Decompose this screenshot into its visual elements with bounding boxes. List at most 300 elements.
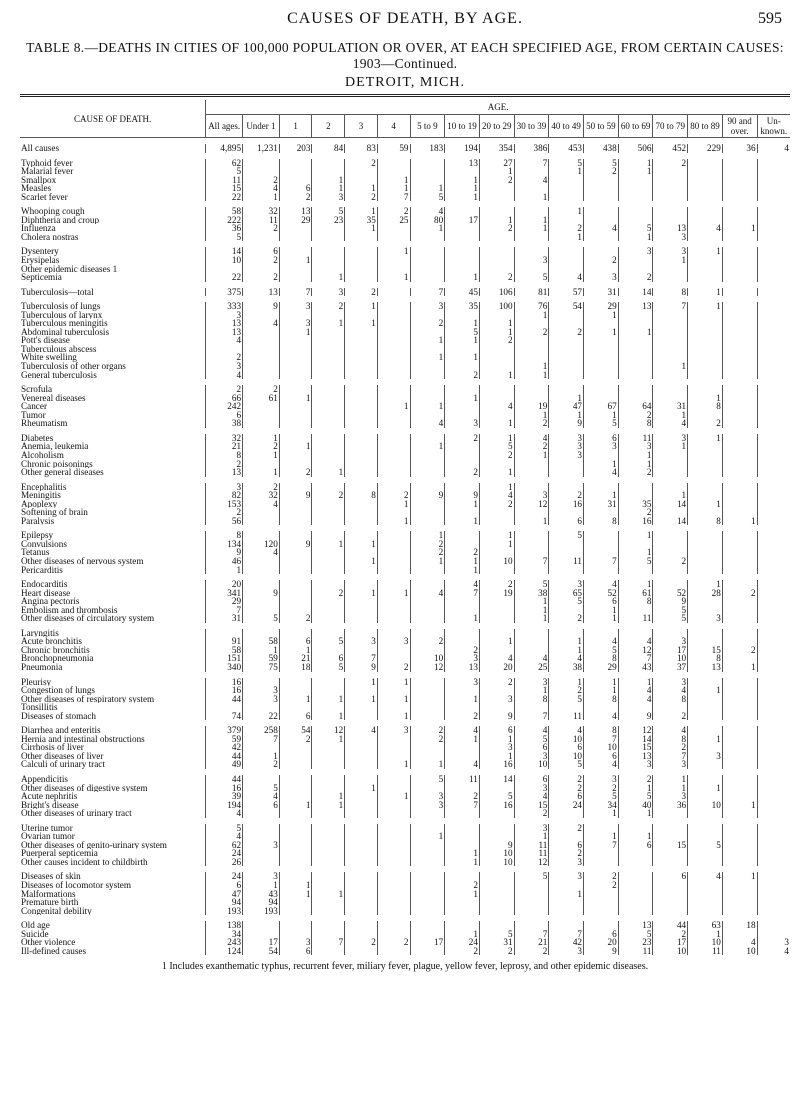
- count-cell: 38: [206, 419, 243, 428]
- count-cell: 31: [206, 614, 243, 623]
- count-cell: [410, 362, 445, 371]
- count-cell: [410, 824, 445, 833]
- count-cell: [312, 402, 345, 411]
- count-cell: [757, 451, 790, 460]
- count-cell: 2: [445, 712, 480, 721]
- count-cell: [243, 743, 280, 752]
- count-cell: 5: [410, 193, 445, 202]
- count-cell: 3: [653, 233, 688, 242]
- count-cell: 1: [279, 256, 312, 265]
- count-cell: [377, 921, 410, 930]
- count-cell: 4: [584, 637, 619, 646]
- count-cell: 1: [618, 784, 653, 793]
- count-cell: [688, 256, 723, 265]
- count-cell: 4: [479, 402, 514, 411]
- count-cell: [345, 921, 378, 930]
- count-cell: [757, 167, 790, 176]
- table-row: [20, 491, 790, 500]
- count-cell: [377, 646, 410, 655]
- count-cell: 1: [479, 637, 514, 646]
- count-cell: 11: [618, 947, 653, 956]
- count-cell: [757, 394, 790, 403]
- count-cell: [549, 460, 584, 469]
- count-cell: 1: [243, 881, 280, 890]
- count-cell: [345, 371, 378, 380]
- cause-cell: Diphtheria and croup: [21, 215, 100, 225]
- count-cell: 3: [653, 434, 688, 443]
- count-cell: 75: [243, 663, 280, 672]
- count-cell: 34: [206, 930, 243, 939]
- count-cell: [722, 167, 757, 176]
- count-cell: [757, 580, 790, 589]
- count-cell: [345, 775, 378, 784]
- count-cell: 2: [549, 849, 584, 858]
- count-cell: 6: [479, 726, 514, 735]
- count-cell: [722, 735, 757, 744]
- count-cell: 45: [445, 288, 480, 297]
- count-cell: 8: [206, 451, 243, 460]
- count-cell: 9: [410, 491, 445, 500]
- count-cell: 2: [479, 947, 514, 956]
- count-cell: [243, 775, 280, 784]
- count-cell: [722, 411, 757, 420]
- count-cell: 3: [279, 938, 312, 947]
- count-cell: 153: [206, 500, 243, 509]
- count-cell: [479, 872, 514, 881]
- count-cell: 5: [206, 824, 243, 833]
- count-cell: [279, 265, 312, 274]
- count-cell: 56: [206, 517, 243, 526]
- count-cell: [653, 345, 688, 354]
- cause-cell: Influenza: [21, 224, 56, 233]
- count-cell: [722, 743, 757, 752]
- count-cell: [445, 311, 480, 320]
- table-row: [20, 841, 790, 850]
- count-cell: 16: [479, 760, 514, 769]
- count-cell: [757, 606, 790, 615]
- count-cell: 2: [345, 938, 378, 947]
- count-cell: [377, 483, 410, 492]
- count-cell: 1: [653, 491, 688, 500]
- count-cell: 2: [243, 273, 280, 282]
- count-cell: 2: [514, 419, 549, 428]
- count-cell: [514, 508, 549, 517]
- count-cell: [479, 247, 514, 256]
- count-cell: [757, 743, 790, 752]
- cause-cell: Puerperal septicemia: [21, 849, 98, 858]
- count-cell: [345, 419, 378, 428]
- table-row: [20, 849, 790, 858]
- count-cell: [653, 167, 688, 176]
- count-cell: [549, 345, 584, 354]
- count-cell: [312, 743, 345, 752]
- count-cell: [410, 678, 445, 687]
- count-cell: 1: [584, 686, 619, 695]
- table-row: [20, 898, 790, 907]
- count-cell: [549, 898, 584, 907]
- count-cell: 5: [514, 580, 549, 589]
- table-row: [20, 921, 790, 930]
- count-cell: 1: [584, 411, 619, 420]
- cause-cell: Other diseases of liver: [21, 751, 104, 761]
- count-cell: 3: [549, 947, 584, 956]
- count-cell: 4: [618, 695, 653, 704]
- count-cell: 3: [279, 319, 312, 328]
- count-cell: [757, 483, 790, 492]
- cause-cell: General tuberculosis: [21, 370, 97, 380]
- count-cell: [279, 402, 312, 411]
- cause-cell: White swelling: [21, 353, 77, 363]
- count-cell: 1: [377, 184, 410, 193]
- count-cell: 386: [514, 144, 549, 153]
- table-row: [20, 288, 790, 297]
- count-cell: 258: [243, 726, 280, 735]
- count-cell: [377, 167, 410, 176]
- cause-cell: Premature birth: [21, 898, 79, 907]
- count-cell: [243, 336, 280, 345]
- count-cell: 1: [688, 686, 723, 695]
- count-cell: [584, 898, 619, 907]
- count-cell: [377, 434, 410, 443]
- count-cell: [618, 193, 653, 202]
- count-cell: [618, 606, 653, 615]
- page-header: [20, 10, 790, 32]
- count-cell: [410, 328, 445, 337]
- count-cell: [279, 686, 312, 695]
- count-cell: 1: [312, 695, 345, 704]
- count-cell: 1: [549, 637, 584, 646]
- table-title: TABLE 8.—DEATHS IN CITIES OF 100,000 POPULATION OR OVER, AT EACH SPECIFIED AGE, FROM CERTAIN CAUSES: 1903—Continued.: [26, 40, 784, 71]
- count-cell: [279, 921, 312, 930]
- count-cell: [345, 841, 378, 850]
- table-row: [20, 686, 790, 695]
- count-cell: [312, 247, 345, 256]
- cause-cell: Tuberculosis of lungs: [21, 302, 101, 311]
- count-cell: 35: [445, 302, 480, 311]
- count-cell: 21: [279, 654, 312, 663]
- count-cell: [688, 353, 723, 362]
- count-cell: [688, 629, 723, 638]
- count-cell: [410, 411, 445, 420]
- count-cell: [722, 216, 757, 225]
- count-cell: [757, 256, 790, 265]
- table-row: [20, 451, 790, 460]
- count-cell: [618, 629, 653, 638]
- count-cell: 9: [653, 597, 688, 606]
- count-cell: [243, 930, 280, 939]
- count-cell: 1: [410, 760, 445, 769]
- count-cell: [688, 760, 723, 769]
- count-cell: 17: [410, 938, 445, 947]
- count-cell: [618, 336, 653, 345]
- count-cell: [312, 849, 345, 858]
- count-cell: 1: [445, 319, 480, 328]
- count-cell: 12: [618, 726, 653, 735]
- count-cell: [757, 247, 790, 256]
- count-cell: 10: [549, 735, 584, 744]
- count-cell: [757, 362, 790, 371]
- count-cell: 61: [243, 394, 280, 403]
- divider: [20, 94, 790, 97]
- count-cell: 2: [479, 500, 514, 509]
- cause-cell: Other causes incident to childbirth: [21, 857, 148, 867]
- count-cell: [479, 508, 514, 517]
- count-cell: [410, 233, 445, 242]
- count-cell: [312, 419, 345, 428]
- cause-cell: Pneumonia: [21, 662, 63, 672]
- count-cell: 16: [206, 686, 243, 695]
- count-cell: 12: [514, 500, 549, 509]
- cause-cell: Appendicitis: [21, 775, 68, 784]
- count-cell: [688, 468, 723, 477]
- count-cell: [722, 302, 757, 311]
- count-cell: 2: [445, 947, 480, 956]
- count-cell: 1: [479, 419, 514, 428]
- count-cell: [279, 460, 312, 469]
- count-cell: [345, 824, 378, 833]
- count-cell: [377, 872, 410, 881]
- count-cell: [757, 849, 790, 858]
- count-cell: [549, 548, 584, 557]
- count-cell: [618, 256, 653, 265]
- deaths-table: [20, 100, 790, 955]
- table-row: [20, 336, 790, 345]
- count-cell: [377, 743, 410, 752]
- count-cell: 4: [514, 654, 549, 663]
- count-cell: 1: [514, 606, 549, 615]
- count-cell: [757, 775, 790, 784]
- count-cell: 8: [584, 517, 619, 526]
- count-cell: 1: [514, 597, 549, 606]
- count-cell: [479, 921, 514, 930]
- count-cell: 8: [653, 735, 688, 744]
- count-cell: 1: [722, 224, 757, 233]
- count-cell: [757, 184, 790, 193]
- count-cell: 5: [243, 784, 280, 793]
- count-cell: [479, 566, 514, 575]
- count-cell: [345, 735, 378, 744]
- count-cell: 6: [279, 712, 312, 721]
- count-cell: 9: [445, 491, 480, 500]
- count-cell: 4: [206, 371, 243, 380]
- count-cell: [722, 849, 757, 858]
- count-cell: [653, 385, 688, 394]
- count-cell: 15: [206, 184, 243, 193]
- count-cell: 3: [206, 483, 243, 492]
- count-cell: 1: [312, 176, 345, 185]
- count-cell: [757, 832, 790, 841]
- count-cell: 62: [206, 841, 243, 850]
- count-cell: 1: [618, 460, 653, 469]
- count-cell: 18: [279, 663, 312, 672]
- count-cell: 2: [618, 468, 653, 477]
- count-cell: [688, 606, 723, 615]
- count-cell: 3: [514, 824, 549, 833]
- count-cell: 453: [549, 144, 584, 153]
- count-cell: [345, 265, 378, 274]
- count-cell: [584, 265, 619, 274]
- count-cell: [757, 921, 790, 930]
- count-cell: [345, 394, 378, 403]
- count-cell: 1,231: [243, 144, 280, 153]
- count-cell: [653, 890, 688, 899]
- count-cell: [549, 362, 584, 371]
- count-cell: 1: [410, 224, 445, 233]
- count-cell: 67: [584, 402, 619, 411]
- count-cell: 9: [279, 491, 312, 500]
- count-cell: [410, 841, 445, 850]
- count-cell: [688, 491, 723, 500]
- count-cell: [722, 712, 757, 721]
- cause-cell: Diabetes: [21, 433, 54, 443]
- count-cell: [653, 849, 688, 858]
- count-cell: 3: [206, 311, 243, 320]
- count-cell: [688, 483, 723, 492]
- count-cell: [722, 726, 757, 735]
- table-row: [20, 930, 790, 939]
- count-cell: [279, 483, 312, 492]
- cause-cell: Epilepsy: [21, 531, 54, 540]
- count-cell: 8: [584, 654, 619, 663]
- count-cell: [618, 207, 653, 216]
- count-cell: [279, 784, 312, 793]
- count-cell: 10: [514, 760, 549, 769]
- count-cell: [549, 468, 584, 477]
- count-cell: [722, 247, 757, 256]
- count-cell: 2: [243, 224, 280, 233]
- count-cell: [688, 273, 723, 282]
- count-cell: 7: [653, 752, 688, 761]
- count-cell: 2: [479, 336, 514, 345]
- count-cell: [584, 921, 619, 930]
- count-cell: [410, 872, 445, 881]
- count-cell: [279, 930, 312, 939]
- count-cell: 1: [377, 247, 410, 256]
- cause-cell: Rheumatism: [21, 419, 68, 428]
- count-cell: 2: [584, 784, 619, 793]
- count-cell: [479, 809, 514, 818]
- count-cell: [345, 500, 378, 509]
- table-row: [20, 184, 790, 193]
- running-title: CAUSES OF DEATH, BY AGE.: [287, 10, 523, 27]
- count-cell: 2: [445, 434, 480, 443]
- count-cell: [549, 921, 584, 930]
- count-cell: [757, 686, 790, 695]
- count-cell: [722, 824, 757, 833]
- count-cell: 1: [377, 273, 410, 282]
- count-cell: 1: [584, 460, 619, 469]
- count-cell: [445, 483, 480, 492]
- count-cell: 6: [243, 801, 280, 810]
- count-cell: [618, 394, 653, 403]
- count-cell: 4: [653, 686, 688, 695]
- count-cell: 1: [549, 207, 584, 216]
- count-cell: [279, 629, 312, 638]
- count-cell: [479, 614, 514, 623]
- count-cell: 8: [514, 695, 549, 704]
- count-cell: 1: [479, 319, 514, 328]
- cause-cell: Bronchopneumonia: [21, 654, 94, 663]
- count-cell: 1: [445, 614, 480, 623]
- cause-cell: Smallpox: [21, 175, 57, 185]
- count-cell: 6: [549, 517, 584, 526]
- cause-cell: Heart disease: [21, 588, 71, 598]
- cause-cell: Anemia, leukemia: [21, 442, 89, 451]
- age-column-header: Un- known.: [757, 115, 790, 138]
- count-cell: [377, 353, 410, 362]
- count-cell: 2: [514, 809, 549, 818]
- age-column-header: All ages.: [206, 115, 243, 138]
- count-cell: [688, 566, 723, 575]
- count-cell: [243, 362, 280, 371]
- count-cell: 13: [618, 921, 653, 930]
- count-cell: 229: [688, 144, 723, 153]
- count-cell: 4: [206, 809, 243, 818]
- count-cell: [345, 345, 378, 354]
- count-cell: [722, 500, 757, 509]
- count-cell: [410, 167, 445, 176]
- count-cell: [312, 921, 345, 930]
- count-cell: [345, 614, 378, 623]
- count-cell: 1: [312, 540, 345, 549]
- count-cell: [514, 353, 549, 362]
- count-cell: [445, 872, 480, 881]
- count-cell: [345, 460, 378, 469]
- count-cell: 1: [618, 167, 653, 176]
- count-cell: 3: [410, 801, 445, 810]
- cause-cell: Scrofula: [21, 385, 53, 394]
- count-cell: [653, 580, 688, 589]
- cause-cell: Dysentery: [21, 247, 59, 257]
- count-cell: [243, 921, 280, 930]
- count-cell: [410, 566, 445, 575]
- count-cell: [345, 451, 378, 460]
- count-cell: [757, 801, 790, 810]
- table-row: [20, 247, 790, 256]
- count-cell: 4: [345, 726, 378, 735]
- count-cell: 3: [549, 442, 584, 451]
- cause-cell: Other diseases of digestive system: [21, 783, 148, 793]
- count-cell: [584, 907, 619, 916]
- count-cell: [410, 686, 445, 695]
- count-cell: 3: [549, 451, 584, 460]
- count-cell: 16: [549, 500, 584, 509]
- count-cell: 1: [653, 784, 688, 793]
- count-cell: [514, 385, 549, 394]
- count-cell: 243: [206, 938, 243, 947]
- table-row: [20, 735, 790, 744]
- count-cell: [206, 265, 243, 274]
- count-cell: 8: [688, 402, 723, 411]
- count-cell: 31: [584, 288, 619, 297]
- count-cell: [345, 483, 378, 492]
- count-cell: [279, 606, 312, 615]
- count-cell: 2: [549, 824, 584, 833]
- count-cell: [653, 824, 688, 833]
- count-cell: 1: [445, 735, 480, 744]
- count-cell: [549, 216, 584, 225]
- count-cell: 12: [312, 726, 345, 735]
- count-cell: 24: [549, 801, 584, 810]
- count-cell: 7: [584, 557, 619, 566]
- count-cell: [722, 311, 757, 320]
- count-cell: [618, 907, 653, 916]
- count-cell: 7: [584, 735, 619, 744]
- count-cell: 1: [549, 233, 584, 242]
- count-cell: [312, 517, 345, 526]
- count-cell: [514, 890, 549, 899]
- count-cell: 4: [584, 468, 619, 477]
